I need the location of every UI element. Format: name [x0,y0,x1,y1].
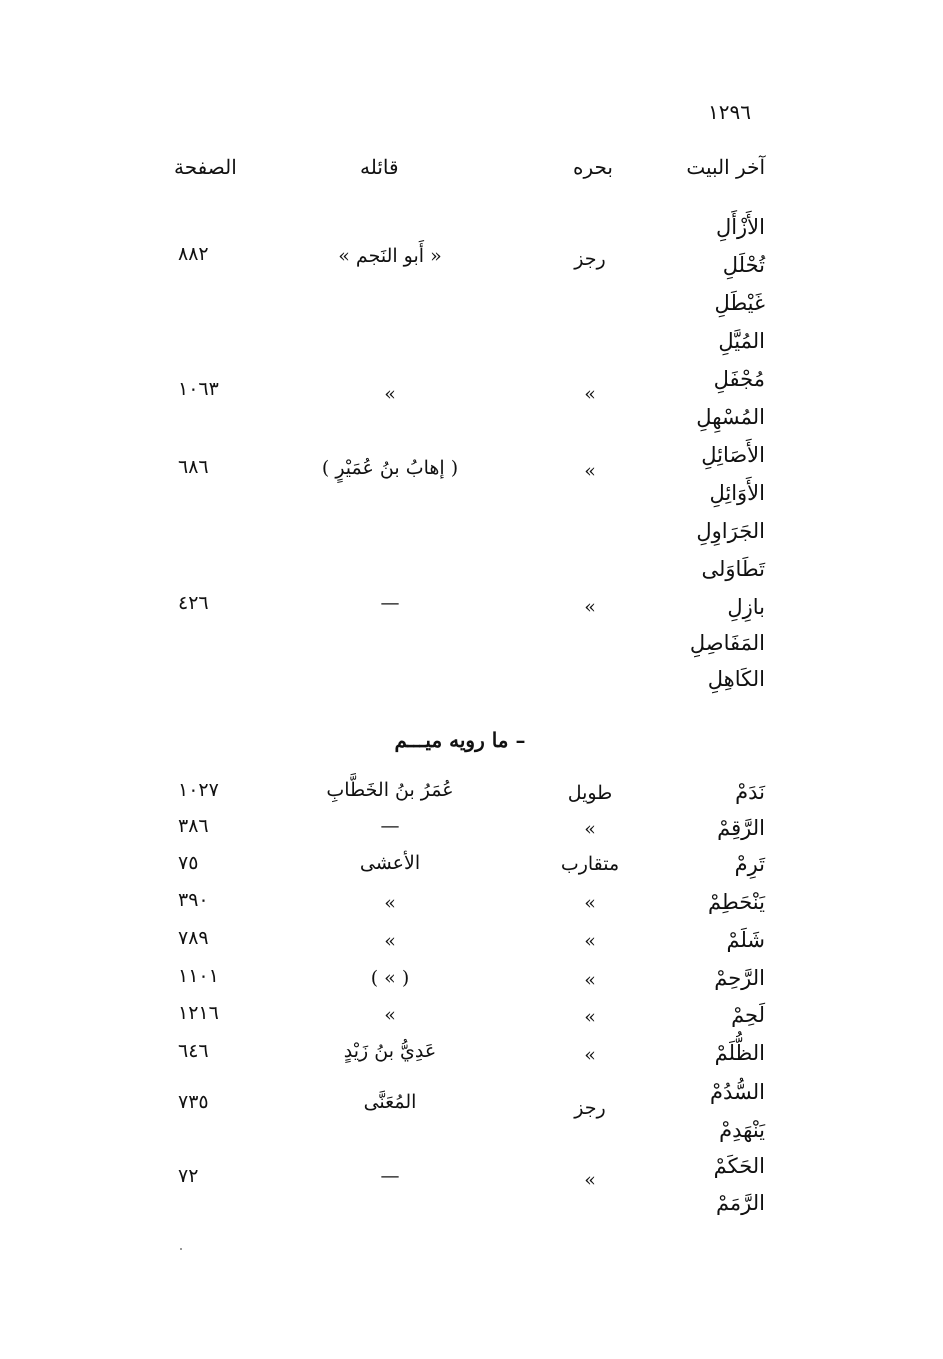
poet-cell: عُمَرُ بنُ الخَطَّابِ [326,779,454,801]
verse-ending: شَلَمْ [726,928,765,952]
verse-ending: يَنْهَدِمْ [719,1118,765,1142]
meter-cell: » [584,460,596,482]
page-ref-cell: ٧٥ [178,852,199,874]
verse-ending: المَفَاصِلِ [689,631,765,655]
page-ref-cell: ١٠٢٧ [178,779,219,801]
page-ref-cell: ٧٢ [178,1165,199,1187]
meter-cell: متقارب [560,853,620,875]
verse-ending: الرَّحِمْ [714,966,765,990]
page-ref-cell: ٧٣٥ [178,1091,209,1113]
meter-cell: » [584,1169,596,1191]
verse-ending: مُجْفَلِ [713,367,765,391]
verse-ending: غَيْطَلِ [714,291,765,315]
verse-ending: السُّدُمْ [710,1080,765,1104]
verse-ending: نَدَمْ [735,780,765,804]
page-ref-cell: ٣٨٦ [178,815,209,837]
header-page: الصفحة [174,155,237,179]
poet-cell: » [384,930,396,952]
meter-cell: » [584,969,596,991]
verse-ending: الأَوَائِلِ [709,481,765,505]
page-ref-cell: ٦٤٦ [178,1040,209,1062]
verse-ending: الرَّمَمْ [715,1191,765,1215]
header-last-word: آخر البيت [686,155,765,179]
verse-ending: تَطَاوَلى [701,557,765,581]
poet-cell: » [384,892,396,914]
verse-ending: تَرِمْ [734,852,765,876]
verse-ending: تُحْلَلِ [722,253,765,277]
meter-cell: رجز [574,1097,606,1119]
meter-cell: » [584,818,596,840]
poet-cell: » [384,383,396,405]
poet-cell: — [380,815,400,837]
poet-cell: ( » ) [370,967,410,989]
verse-ending: الكَاهِلِ [707,667,765,691]
verse-ending: يَنْحَطِمْ [708,890,765,914]
meter-cell: » [584,1006,596,1028]
header-meter: بحره [573,155,613,179]
poet-cell: عَدِيُّ بنُ زَيْدٍ [343,1040,437,1062]
page-ref-cell: ١٢١٦ [178,1002,219,1024]
poet-cell: « أَبو النَجم » [338,245,442,267]
section-title: – ما رويه ميـــم [394,728,526,752]
poet-cell: » [384,1004,396,1026]
verse-ending: الأَصَائِلِ [701,443,765,467]
verse-ending: الجَرَاوِلِ [696,519,765,543]
page-ref-cell: ٨٨٢ [178,243,209,265]
poet-cell: — [380,592,400,614]
meter-cell: » [584,1044,596,1066]
meter-cell: رجز [574,248,606,270]
verse-ending: الرَّقِمْ [717,816,765,840]
page-ref-cell: ٣٩٠ [178,889,209,911]
verse-ending: المُسْهِلِ [696,405,765,429]
meter-cell: » [584,892,596,914]
page-number: ١٢٩٦ [708,100,751,124]
verse-ending: الظُّلَمْ [714,1041,765,1065]
verse-ending: الأَزْأَلِ [715,215,765,239]
poet-cell: المُعَنَّى [363,1091,417,1113]
meter-cell: » [584,383,596,405]
meter-cell: طويل [567,782,613,804]
verse-ending: الحَكَمْ [713,1154,765,1178]
page-ref-cell: ٦٨٦ [178,456,209,478]
poet-cell: — [380,1165,400,1187]
poet-cell: ( إهابُ بنُ عُمَيْرٍ ) [321,457,459,479]
header-poet: قائله [360,155,399,179]
page-ref-cell: ١١٠١ [178,965,219,987]
page-ref-cell: ٧٨٩ [178,927,209,949]
meter-cell: » [584,930,596,952]
verse-ending: لَحِمْ [731,1003,765,1027]
scan-speck [180,1248,182,1250]
page-ref-cell: ٤٢٦ [178,592,209,614]
verse-ending: المُيَّلِ [718,329,765,353]
verse-ending: بازِلِ [727,595,765,619]
page-ref-cell: ١٠٦٣ [178,378,219,400]
meter-cell: » [584,596,596,618]
poet-cell: الأعشى [359,852,421,874]
